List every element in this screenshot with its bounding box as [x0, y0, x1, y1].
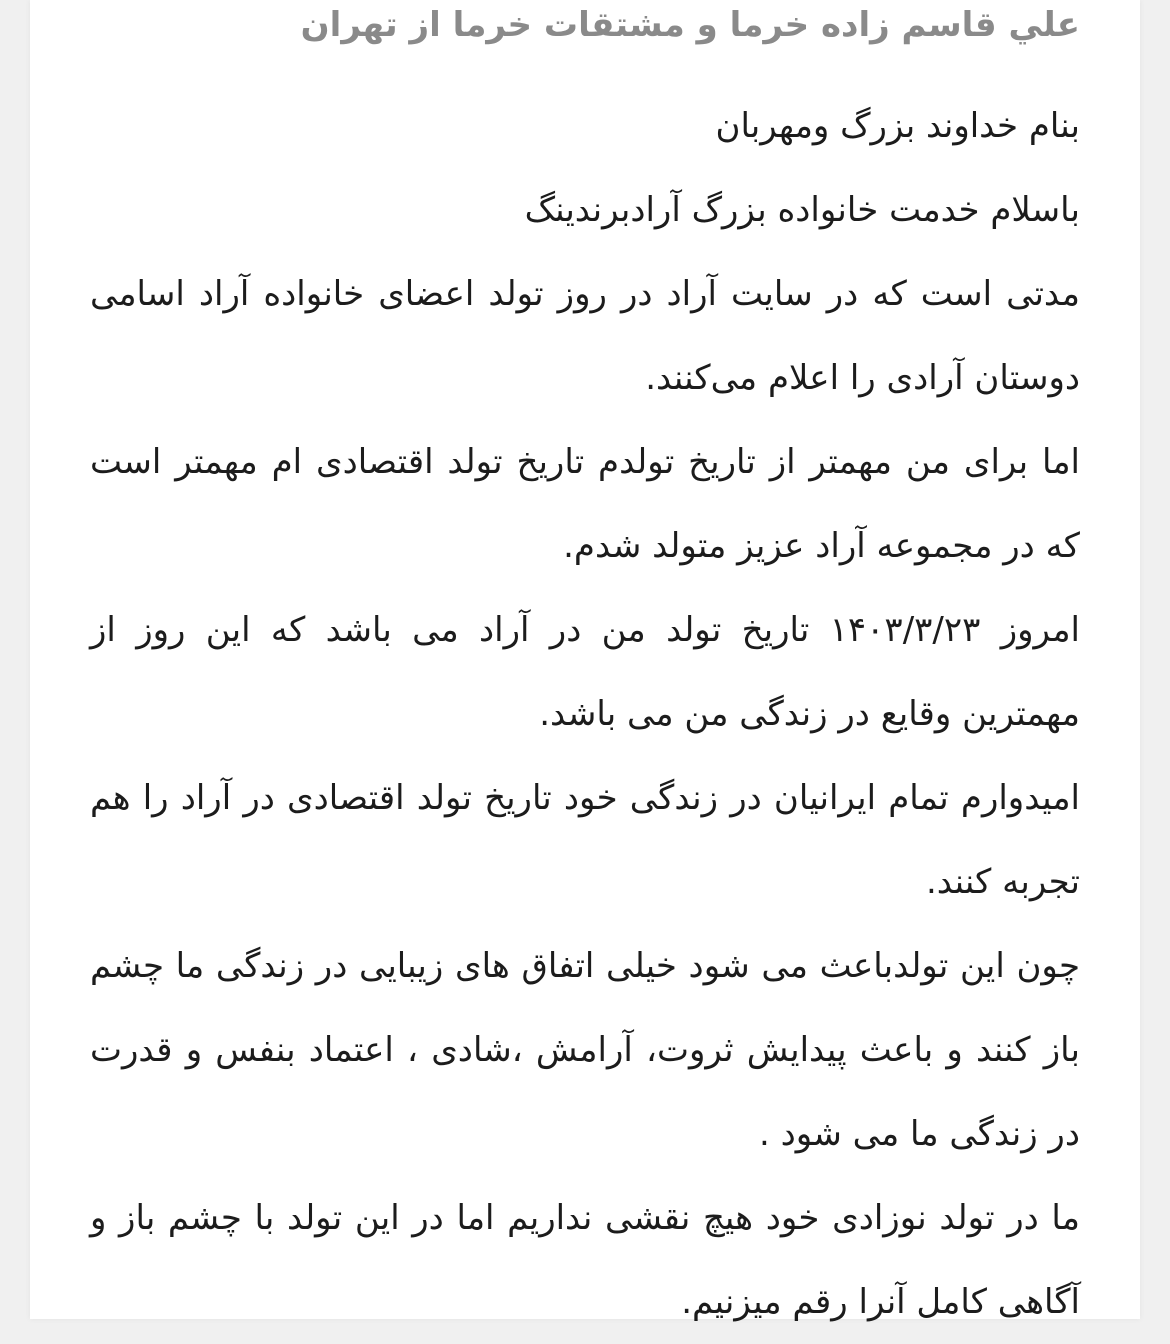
paragraph-benefits: چون این تولدباعث می شود خیلی اتفاق های زیبایی در زندگی ما چشم باز کنند و باعث پیدایش ثروت، آرامش ،شادی ، اعتماد بنفس و قدرت در زندگی ما می شود . [90, 946, 1080, 1154]
paragraph-conclusion: ما در تولد نوزادی خود هیچ نقشی نداریم اما در این تولد با چشم باز و آگاهی کامل آنرا رقم میزنیم. [90, 1198, 1080, 1322]
post-content [90, 0, 1080, 1344]
paragraph-economic-birth: اما برای من مهمتر از تاریخ تولدم تاریخ تولد اقتصادی ام مهمتر است که در مجموعه آراد عزیز متولد شدم. [90, 442, 1080, 566]
paragraph-date: امروز ۱۴۰۳/۳/۲۳ تاریخ تولد من در آراد می باشد که این روز از مهمترین وقایع در زندگی من می باشد. [90, 610, 1080, 734]
author-line: علي قاسم زاده خرما و مشتقات خرما از تهران [300, 5, 1080, 45]
paragraph-greeting: بنام خداوند بزرگ ومهربان [715, 106, 1080, 146]
post-card [30, 0, 1140, 1322]
paragraph-hope: امیدوارم تمام ایرانیان در زندگی خود تاریخ تولد اقتصادی در آراد را هم تجربه کنند. [90, 778, 1080, 902]
paragraph-intro: مدتی است که در سایت آراد در روز تولد اعضای خانواده آراد اسامی دوستان آرادی را اعلام می‌کنند. [90, 274, 1080, 398]
paragraph-salutation: باسلام خدمت خانواده بزرگ آرادبرندینگ [524, 190, 1080, 230]
